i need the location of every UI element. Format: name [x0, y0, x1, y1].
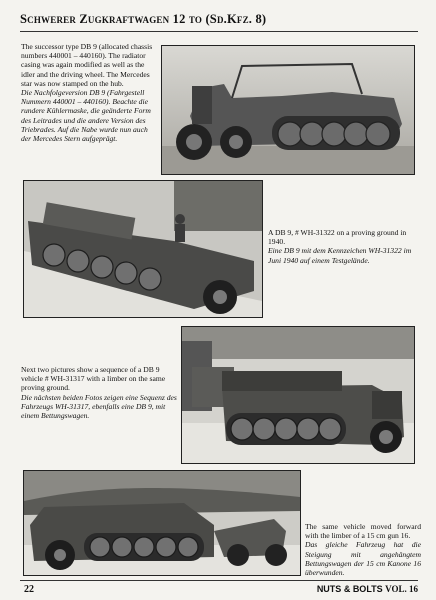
page-number: 22: [24, 584, 34, 595]
page-header: Schwerer Zugkraftwagen 12 to (Sd.Kfz. 8): [20, 12, 267, 26]
caption-photo-4: [305, 522, 421, 577]
caption-2-german: Eine DB 9 mit dem Kennzeichen WH-31322 im Juni 1940 auf einem Testgelände.: [268, 246, 412, 265]
caption-1-english: The successor type DB 9 (allocated chassis numbers 440001 – 440160). The radiator casing was again modified as well as the idler and the driving wheel. The Mercedes star was now stamped on the hub.: [21, 42, 153, 88]
caption-4-german: Das gleiche Fahrzeug hat die Steigung mit angehängtem Bettungswagen der 15 cm Kanone 16 überwunden.: [305, 540, 421, 578]
photo-4-vehicle-moved-forward: [23, 470, 301, 576]
caption-1-german: Die Nachfolgeversion DB 9 (Fahrgestell Nummern 440001 – 440160). Beachte die rundere Kühlermaske, die geänderte Form des Leitrades und die andere Version des Triebrades. Auf die Nabe wurde nun auch der Mercedes Stern aufgeprägt.: [21, 88, 151, 144]
caption-photo-3: [21, 365, 177, 420]
publication-volume: VOL. 16: [385, 584, 418, 594]
header-rule: [20, 31, 418, 32]
caption-3-german: Die nächsten beiden Fotos zeigen eine Sequenz des Fahrzeugs WH-31317, ebenfalls eine DB 9, mit einem Bettungswagen.: [21, 392, 177, 421]
publication-title: [317, 584, 418, 594]
caption-photo-1: [21, 42, 157, 143]
caption-2-english: A DB 9, # WH-31322 on a proving ground in 1940.: [268, 228, 407, 247]
photo-1-halftrack-side-view: [161, 45, 415, 175]
caption-4-english: The same vehicle moved forward with the limber of a 15 cm gun 16.: [305, 522, 421, 541]
caption-photo-2: [268, 228, 420, 265]
photo-3-halftrack-with-limber: [181, 326, 415, 464]
photo-2-proving-ground-slope: [23, 180, 263, 318]
caption-3-english: Next two pictures show a sequence of a DB 9 vehicle # WH-31317 with a limber on the same proving ground.: [21, 365, 166, 393]
footer-rule: [20, 580, 418, 581]
publication-name: NUTS & BOLTS: [316, 584, 383, 594]
